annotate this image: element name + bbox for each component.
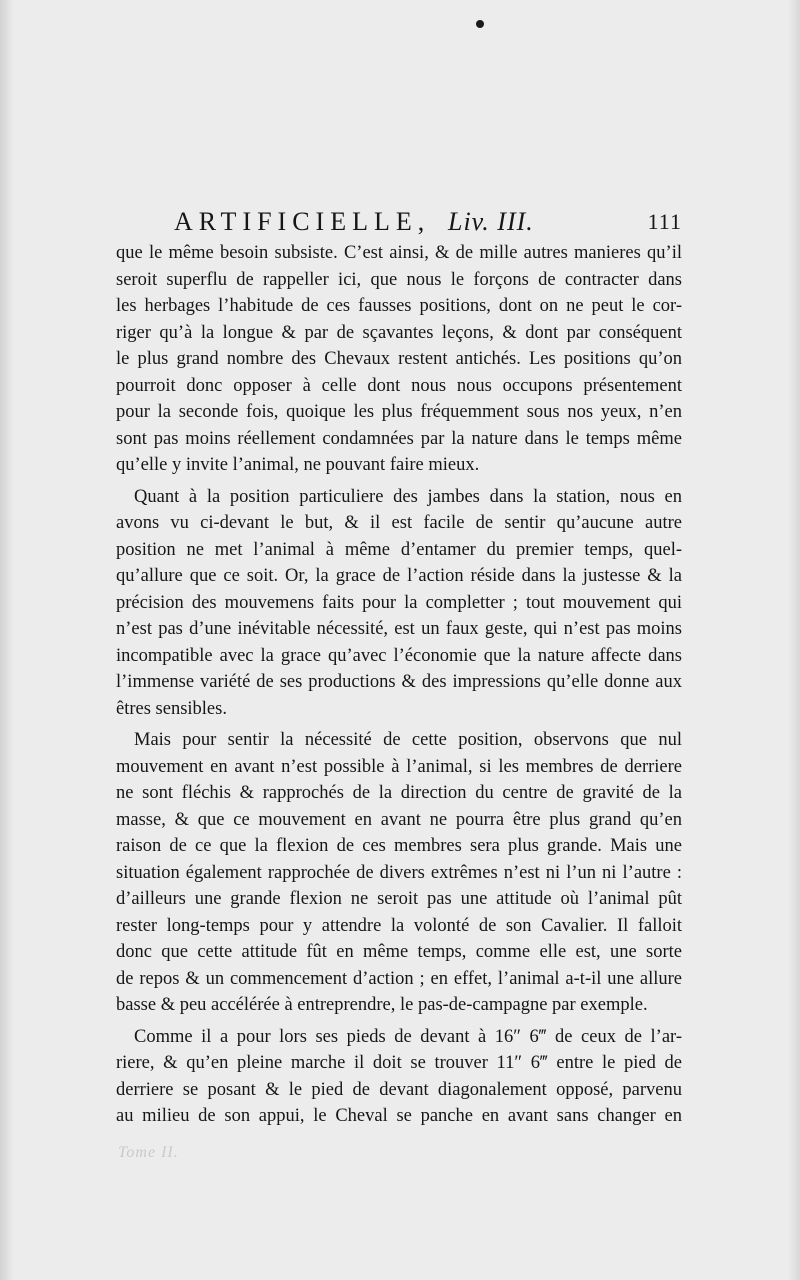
text-line: pour la seconde fois, quoique les plus fréquemment sous nos yeux, n’en bbox=[116, 402, 682, 422]
body-text bbox=[116, 240, 682, 1130]
text-line: êtres sensibles. bbox=[116, 698, 227, 719]
text-line: rester long-temps pour y attendre la volonté de son Cavalier. Il falloit bbox=[116, 915, 682, 936]
page-number: 111 bbox=[647, 209, 682, 234]
text-line: basse & peu accélérée à entreprendre, le pas-de-campagne par exemple. bbox=[116, 995, 648, 1015]
text-line: pourroit donc opposer à celle dont nous nous occupons présentement bbox=[116, 375, 682, 396]
text-line: riere, & qu’en pleine marche il doit se trouver 11″ 6‴ entre le pied de bbox=[116, 1053, 682, 1073]
text-line: position ne met l’animal à même d’entamer du premier temps, quel- bbox=[116, 539, 682, 560]
text-line: derriere se posant & le pied de devant diagonalement opposé, parvenu bbox=[116, 1079, 682, 1100]
text-line: Quant à la position particuliere des jambes dans la station, nous en bbox=[134, 486, 682, 507]
text-line: n’est pas d’une inévitable nécessité, est un faux geste, qui n’est pas moins bbox=[116, 619, 682, 639]
running-head-book: Liv. III. bbox=[448, 207, 534, 236]
text-line: ne sont fléchis & rapprochés de la direction du centre de gravité de la bbox=[116, 783, 682, 803]
text-line: sont pas moins réellement condamnées par la nature dans le temps même bbox=[116, 428, 682, 449]
page-edge-shadow-left bbox=[0, 0, 14, 1280]
text-line: Mais pour sentir la nécessité de cette position, observons que nul bbox=[134, 730, 682, 750]
text-line: l’immense variété de ses productions & des impressions qu’elle donne aux bbox=[116, 672, 682, 692]
text-line: situation également rapprochée de divers extrêmes n’est ni l’un ni l’autre : bbox=[116, 862, 682, 883]
text-line: qu’elle y invite l’animal, ne pouvant faire mieux. bbox=[116, 455, 480, 475]
text-line: raison de ce que la flexion de ces membres sera plus grande. Mais une bbox=[116, 836, 682, 856]
text-line: Comme il a pour lors ses pieds de devant à 16″ 6‴ de ceux de l’ar- bbox=[134, 1026, 682, 1047]
text-line: qu’allure que ce soit. Or, la grace de l’action réside dans la justesse & la bbox=[116, 566, 682, 586]
text-line: mouvement en avant n’est possible à l’animal, si les membres de derriere bbox=[116, 756, 682, 777]
text-line: d’ailleurs une grande flexion ne seroit pas une attitude où l’animal pût bbox=[116, 889, 682, 909]
text-line: au milieu de son appui, le Cheval se panche en avant sans changer en bbox=[116, 1106, 682, 1126]
ink-speck bbox=[476, 20, 484, 28]
page-edge-shadow-right bbox=[788, 0, 800, 1280]
text-line: masse, & que ce mouvement en avant ne pourra être plus grand qu’en bbox=[116, 809, 682, 830]
text-line: donc que cette attitude fût en même temps, comme elle est, une sorte bbox=[116, 942, 682, 962]
signature-mark: Tome II. bbox=[118, 1144, 179, 1161]
text-line: avons vu ci-devant le but, & il est facile de sentir qu’aucune autre bbox=[116, 513, 682, 533]
text-line: de repos & un commencement d’action ; en effet, l’animal a-t-il une allure bbox=[116, 968, 682, 989]
running-head bbox=[116, 206, 682, 238]
running-head-title: ARTIFICIELLE, bbox=[174, 207, 431, 236]
text-line: les herbages l’habitude de ces fausses positions, dont on ne peut le cor- bbox=[116, 296, 682, 316]
text-line: incompatible avec la grace qu’avec l’économie que la nature affecte dans bbox=[116, 645, 682, 666]
text-line: le plus grand nombre des Chevaux restent antichés. Les positions qu’on bbox=[116, 349, 682, 369]
text-line: précision des mouvemens faits pour la completter ; tout mouvement qui bbox=[116, 592, 682, 613]
text-line: que le même besoin subsiste. C’est ainsi, & de mille autres manieres qu’il bbox=[116, 243, 682, 263]
text-line: seroit superflu de rappeller ici, que nous le forçons de contracter dans bbox=[116, 269, 682, 290]
text-line: riger qu’à la longue & par de sçavantes leçons, & dont par conséquent bbox=[116, 322, 682, 343]
